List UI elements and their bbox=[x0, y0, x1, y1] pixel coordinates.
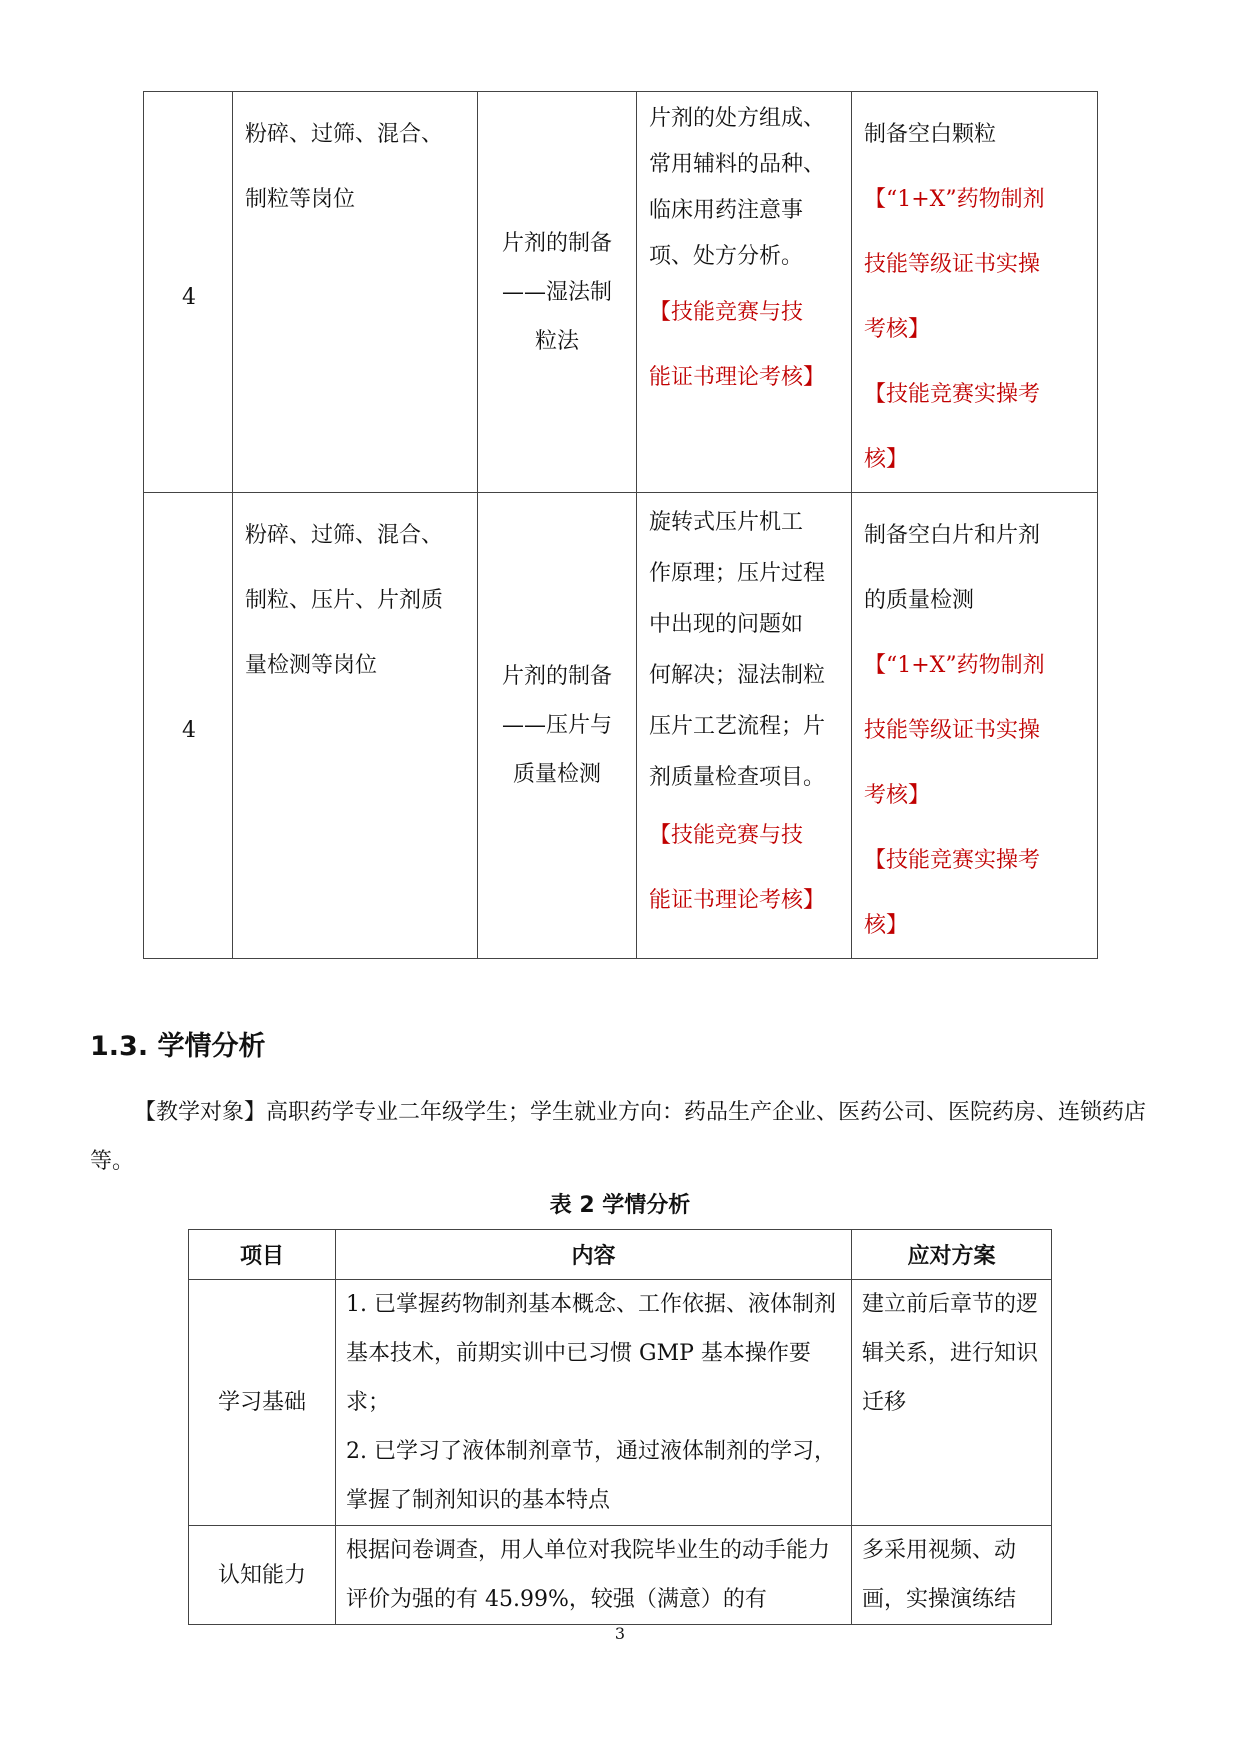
line: 制粒、压片、片剂质 bbox=[245, 588, 444, 613]
header-item: 项目 bbox=[189, 1230, 336, 1280]
line: 片剂的制备 bbox=[501, 230, 612, 256]
practice-tag-line: 【“1+X”药物制剂 bbox=[864, 187, 1045, 212]
section-heading: 1.3. 学情分析 bbox=[90, 1031, 266, 1062]
practice-tag-line: 【技能竞赛实操考 bbox=[864, 848, 1041, 873]
line: 制粒等岗位 bbox=[245, 187, 356, 212]
line: 常用辅料的品种、 bbox=[649, 152, 826, 177]
practice-tag-line: 核】 bbox=[864, 447, 909, 472]
line: 作原理；压片过程 bbox=[649, 561, 826, 586]
table-caption: 表 2 学情分析 bbox=[549, 1193, 691, 1218]
row-content: 根据问卷调查，用人单位对我院毕业生的动手能力评价为强的有 45.99%，较强（满意）的有 bbox=[336, 1526, 852, 1625]
table-row bbox=[144, 493, 1098, 959]
content-cell bbox=[637, 92, 852, 493]
line: 旋转式压片机工 bbox=[649, 510, 804, 535]
table-row bbox=[189, 1280, 1052, 1526]
line: 片剂的处方组成、 bbox=[649, 106, 826, 131]
row-plan: 建立前后章节的逻辑关系，进行知识迁移 bbox=[852, 1280, 1052, 1526]
line: 制备空白片和片剂 bbox=[864, 523, 1041, 548]
line: 项、处方分析。 bbox=[649, 244, 804, 269]
task-cell bbox=[478, 493, 637, 959]
page-number: 3 bbox=[614, 1624, 626, 1643]
hours-cell: 4 bbox=[144, 493, 233, 959]
practice-tag-line: 核】 bbox=[864, 913, 909, 938]
line: 【技能竞赛与技 bbox=[649, 300, 804, 325]
line: 制备空白颗粒 bbox=[864, 122, 997, 147]
line: 粒法 bbox=[534, 328, 579, 354]
practice-tag-line: 考核】 bbox=[864, 317, 931, 342]
table-row bbox=[144, 92, 1098, 493]
line: 【技能竞赛与技 bbox=[649, 823, 804, 848]
header-plan: 应对方案 bbox=[852, 1230, 1052, 1280]
practice-cell bbox=[852, 92, 1098, 493]
line: 量检测等岗位 bbox=[245, 653, 378, 678]
line: ——压片与 bbox=[501, 713, 612, 738]
teaching-target-paragraph: 【教学对象】高职药学专业二年级学生；学生就业方向：药品生产企业、医药公司、医院药房、连锁药店等。 bbox=[90, 1100, 1147, 1174]
line: 粉碎、过筛、混合、 bbox=[245, 122, 444, 147]
task-cell bbox=[478, 92, 637, 493]
line: 片剂的制备 bbox=[501, 664, 612, 689]
practice-tag-line: 【技能竞赛实操考 bbox=[864, 382, 1041, 407]
line: 压片工艺流程；片 bbox=[649, 714, 826, 739]
practice-tag-line: 【“1+X”药物制剂 bbox=[864, 653, 1045, 678]
practice-tag-line: 技能等级证书实操 bbox=[864, 252, 1041, 277]
student-analysis-table bbox=[188, 1229, 1052, 1625]
line: ——湿法制 bbox=[501, 279, 612, 305]
row-content: 1. 已掌握药物制剂基本概念、工作依据、液体制剂基本技术，前期实训中已习惯 GMP 基本操作要求； 2. 已学习了液体制剂章节，通过液体制剂的学习，掌握了制剂知识的基本特点 bbox=[336, 1280, 852, 1526]
line: 剂质量检查项目。 bbox=[649, 765, 826, 790]
line: 质量检测 bbox=[512, 762, 601, 787]
post-cell bbox=[233, 92, 478, 493]
line: 能证书理论考核】 bbox=[649, 888, 826, 913]
line: 中出现的问题如 bbox=[649, 612, 804, 637]
course-task-table bbox=[143, 91, 1098, 959]
practice-tag-line: 技能等级证书实操 bbox=[864, 718, 1041, 743]
practice-tag-line: 考核】 bbox=[864, 783, 931, 808]
row-item: 学习基础 bbox=[189, 1280, 336, 1526]
line: 粉碎、过筛、混合、 bbox=[245, 523, 444, 548]
post-cell bbox=[233, 493, 478, 959]
line: 何解决；湿法制粒 bbox=[649, 663, 826, 688]
line: 临床用药注意事 bbox=[649, 198, 804, 223]
practice-cell bbox=[852, 493, 1098, 959]
line: 的质量检测 bbox=[864, 588, 975, 613]
hours-cell: 4 bbox=[144, 92, 233, 493]
content-cell bbox=[637, 493, 852, 959]
row-item: 认知能力 bbox=[189, 1526, 336, 1625]
row-plan: 多采用视频、动画，实操演练结 bbox=[852, 1526, 1052, 1625]
line: 能证书理论考核】 bbox=[649, 365, 826, 390]
header-content: 内容 bbox=[336, 1230, 852, 1280]
table-row bbox=[189, 1526, 1052, 1625]
